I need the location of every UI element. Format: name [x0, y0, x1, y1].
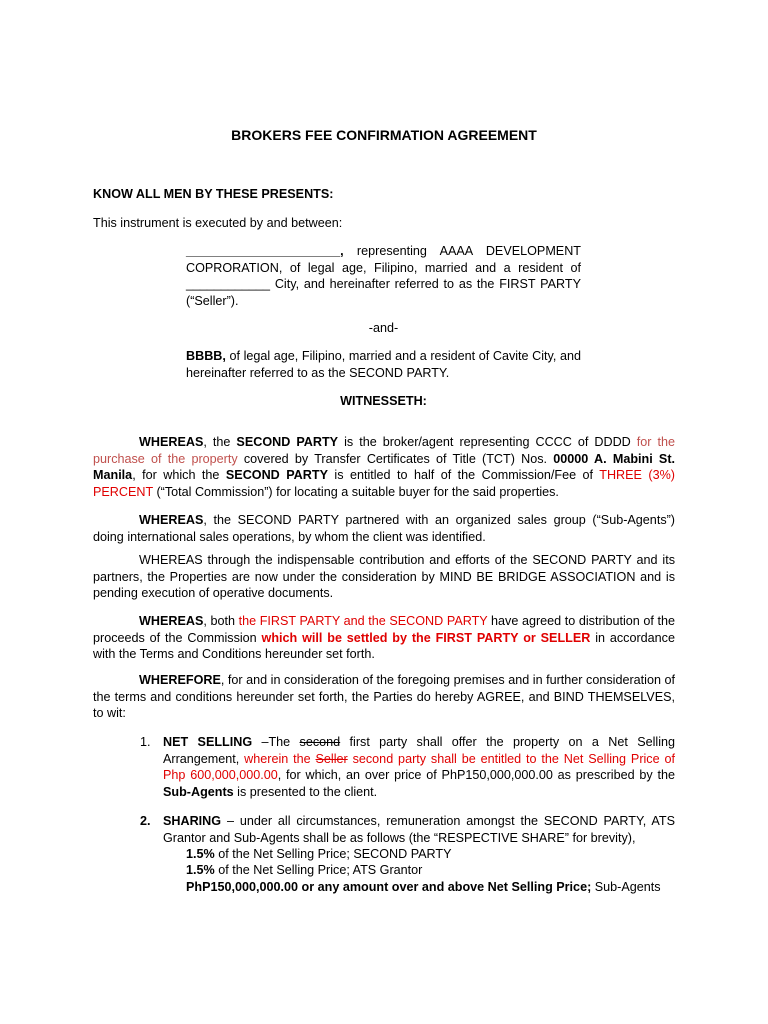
w1-text: is entitled to half of the Commission/Fee of [327, 468, 600, 483]
share-amount: 1.5% [186, 847, 215, 861]
party2-text: of legal age, Filipino, married and a resident of Cavite City, and hereinafter referred to as the SECOND PARTY. [186, 349, 581, 380]
share-amount: 1.5% [186, 863, 215, 877]
w1-second-party: SECOND PARTY [225, 468, 328, 483]
whereas-lead: WHEREAS [139, 614, 204, 628]
item1-red-text: wherein the [244, 751, 316, 766]
share-line [186, 846, 452, 863]
wherefore-lead: WHEREFORE [139, 673, 221, 687]
item-1-number: 1. [140, 735, 151, 749]
instrument-line: This instrument is executed by and between: [93, 216, 343, 230]
share-recipient: of the Net Selling Price; SECOND PARTY [214, 847, 452, 861]
item1-heading: NET SELLING [163, 735, 253, 749]
and-separator: -and- [368, 321, 399, 335]
item2-text: – under all circumstances, remuneration amongst the SECOND PARTY, ATS Grantor and Sub-Agents shall be as follows (the “RESPECTIVE SHARE” for brevity), [163, 814, 675, 845]
share-line [186, 879, 661, 896]
party1-text: representing AAAA DEVELOPMENT COPRORATION, of legal age, Filipino, married and a resident of ____________ City, and hereinafter referred to as the FIRST PARTY (“Seller”). [186, 244, 581, 308]
w1-text: , for which the [132, 468, 226, 483]
whereas-paragraph-3: WHEREAS through the indispensable contribution and efforts of the SECOND PARTY and its partners, the Properties are now under the consideration by MIND BE BRIDGE ASSOCIATION and is pending execution of operative documents. [93, 553, 675, 601]
party1-blank: ______________________, [186, 244, 344, 258]
item1-text: , for which, an over price of PhP150,000,000.00 as prescribed by the [277, 768, 675, 783]
item1-sub-agents: Sub-Agents [163, 784, 234, 799]
item-2-sharing [163, 813, 675, 846]
whereas-paragraph-1 [93, 434, 675, 500]
item1-text: is presented to the client. [233, 784, 378, 799]
know-all-heading: KNOW ALL MEN BY THESE PRESENTS: [93, 187, 334, 201]
w2-text: , the SECOND PARTY partnered with an organized sales group (“Sub-Agents”) doing international sales operations, by whom the client was identified. [93, 513, 675, 544]
w1-highlight: for the purchase of the property [93, 435, 675, 466]
whereas-lead: WHEREAS [139, 513, 204, 527]
w4-settlement: which will be settled by the FIRST PARTY or SELLER [261, 630, 591, 645]
witnesseth-heading: WITNESSETH: [340, 394, 427, 408]
w4-parties: the FIRST PARTY and the SECOND PARTY [238, 614, 488, 628]
share-recipient: Sub-Agents [591, 880, 661, 894]
w1-text: is the broker/agent representing CCCC of DDDD [338, 435, 637, 449]
second-party-paragraph [186, 348, 581, 381]
item1-text: –The [252, 735, 300, 749]
whereas-paragraph-2 [93, 512, 675, 545]
share-amount: PhP150,000,000.00 or any amount over and above Net Selling Price; [186, 880, 592, 894]
w1-text: (“Total Commission”) for locating a suitable buyer for the said properties. [152, 484, 559, 499]
document-title: BROKERS FEE CONFIRMATION AGREEMENT [231, 127, 537, 143]
whereas-lead: WHEREAS [139, 435, 204, 449]
w1-text: , the [203, 435, 237, 449]
w1-second-party: SECOND PARTY [236, 435, 339, 449]
w1-percent: THREE (3%) PERCENT [93, 468, 675, 499]
first-party-paragraph [186, 243, 581, 309]
item1-text: first party shall offer the property on a Net Selling Arrangement, [163, 735, 675, 766]
item1-strikethrough: second [299, 735, 341, 749]
item-1-net-selling [163, 734, 675, 800]
share-recipient: of the Net Selling Price; ATS Grantor [214, 863, 423, 877]
w4-text: have agreed to distribution of the proceeds of the Commission [93, 614, 675, 645]
party2-name: BBBB, [186, 349, 226, 363]
w1-text: covered by Transfer Certificates of Title (TCT) Nos. [237, 451, 554, 466]
w4-text: , both [203, 614, 239, 628]
wherefore-paragraph [93, 672, 675, 722]
wherefore-text: , for and in consideration of the foregoing premises and in further consideration of the terms and conditions hereunder set forth, the Parties do hereby AGREE, and BIND THEMSELVES, to wit: [93, 673, 675, 721]
item2-heading: SHARING [163, 814, 222, 828]
item1-red-strikethrough: Seller [315, 751, 348, 766]
w1-address: 00000 A. Mabini St. Manila [93, 451, 676, 483]
item-2-number: 2. [140, 814, 151, 828]
share-line [186, 862, 422, 879]
w4-text: in accordance with the Terms and Conditions hereunder set forth. [93, 630, 675, 662]
whereas-paragraph-4 [93, 613, 675, 663]
item1-red-text: second party shall be entitled to the Net Selling Price of Php 600,000,000.00 [163, 751, 675, 783]
